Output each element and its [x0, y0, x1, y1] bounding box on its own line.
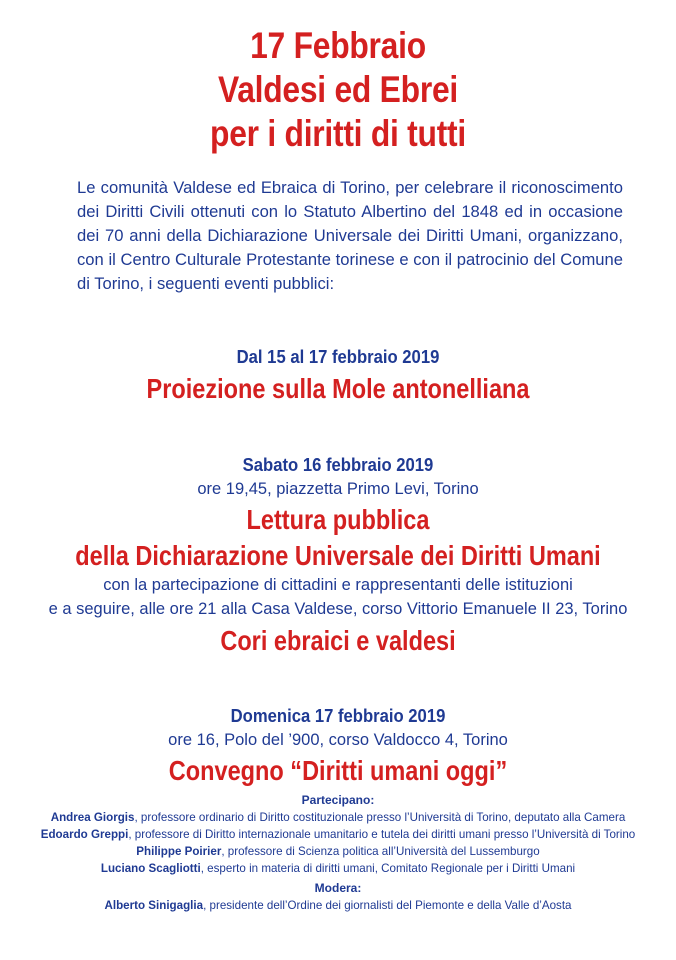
event2-title-1: Lettura pubblica [246, 504, 430, 535]
event3-date: Domenica 17 febbraio 2019 [230, 705, 446, 726]
participant-line [0, 843, 676, 860]
event1-title: Proiezione sulla Mole antonelliana [146, 373, 530, 404]
participants-label: Partecipano: [301, 793, 375, 807]
participant-role: , esperto in materia di diritti umani, Comitato Regionale per i Diritti Umani [200, 862, 576, 875]
participant-role: , professore di Scienza politica all’Università del Lussemburgo [221, 845, 540, 858]
moderator-role: , presidente dell’Ordine dei giornalisti del Piemonte e della Valle d’Aosta [203, 899, 572, 912]
intro-paragraph: Le comunità Valdese ed Ebraica di Torino, per celebrare il riconoscimento dei Diritti Civili ottenuti con lo Statuto Albertino del 1848 ed in occasione dei 70 anni della Dichiarazione Universale dei Diritti Umani, organizzano, con il Centro Culturale Protestante torinese e con il patrocinio del Comune di Torino, i seguenti eventi pubblici: [77, 178, 623, 293]
participant-role: , professore di Diritto internazionale umanitario e tutela dei diritti umani presso l’Università di Torino [128, 828, 636, 841]
event3-detail: ore 16, Polo del ’900, corso Valdocco 4, Torino [168, 731, 508, 749]
title-line-1: 17 Febbraio [250, 25, 426, 66]
participant-line [0, 809, 676, 826]
moderator-line [0, 897, 676, 914]
moderator-label: Modera: [314, 881, 362, 895]
title-line-2: Valdesi ed Ebrei [218, 69, 458, 110]
event-reading [0, 453, 676, 658]
participant-name: Philippe Poirier [136, 845, 222, 858]
event3-title: Convegno “Diritti umani oggi” [168, 755, 508, 786]
participant-name: Luciano Scagliotti [100, 862, 201, 875]
participant-line [0, 826, 676, 843]
event-conference [0, 704, 676, 914]
moderator-name: Alberto Sinigaglia [104, 899, 204, 912]
participant-role: , professore ordinario di Diritto costituzionale presso l’Università di Torino, deputato alla Camera [134, 811, 626, 824]
event2-title-3: Cori ebraici e valdesi [220, 625, 456, 656]
event2-detail-2: con la partecipazione di cittadini e rappresentanti delle istituzioni [103, 576, 573, 594]
event2-date: Sabato 16 febbraio 2019 [242, 454, 434, 475]
participant-name: Edoardo Greppi [40, 828, 129, 841]
participant-name: Andrea Giorgis [50, 811, 135, 824]
event2-detail: ore 19,45, piazzetta Primo Levi, Torino [197, 480, 479, 498]
event2-detail-3: e a seguire, alle ore 21 alla Casa Valdese, corso Vittorio Emanuele II 23, Torino [48, 600, 628, 618]
participant-line [0, 860, 676, 877]
event2-title-2: della Dichiarazione Universale dei Diritti Umani [75, 540, 601, 571]
flyer-title [0, 24, 676, 156]
event-projection [0, 345, 676, 406]
title-line-3: per i diritti di tutti [210, 113, 466, 154]
event1-date: Dal 15 al 17 febbraio 2019 [236, 346, 440, 367]
